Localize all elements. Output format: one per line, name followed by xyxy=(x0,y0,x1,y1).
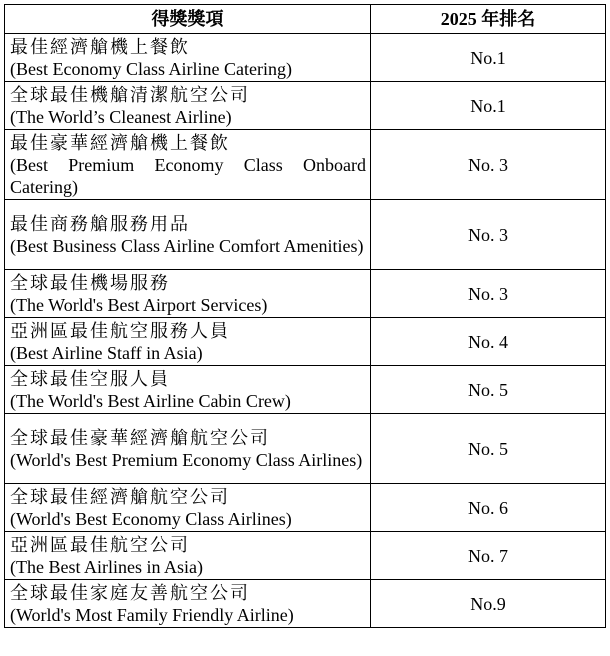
header-row xyxy=(5,5,606,34)
rank-cell: No. 7 xyxy=(371,532,606,580)
table-row xyxy=(5,366,606,414)
award-name-english: (World's Best Premium Economy Class Airlines) xyxy=(10,449,363,470)
award-name-english: (The World’s Cleanest Airline) xyxy=(10,106,232,127)
award-cell xyxy=(5,414,371,484)
rank-column-header: 2025 年排名 xyxy=(371,5,606,34)
table-row xyxy=(5,270,606,318)
award-cell xyxy=(5,200,371,270)
rank-cell: No. 3 xyxy=(371,200,606,270)
rank-cell: No.1 xyxy=(371,82,606,130)
table-row xyxy=(5,82,606,130)
award-cell xyxy=(5,130,371,200)
award-name-english: (Best Premium Economy Class Onboard Catering) xyxy=(10,154,366,197)
award-name-english: (The Best Airlines in Asia) xyxy=(10,556,203,577)
table-row xyxy=(5,532,606,580)
rank-cell: No. 3 xyxy=(371,270,606,318)
rank-cell: No. 4 xyxy=(371,318,606,366)
rank-cell: No.1 xyxy=(371,34,606,82)
rank-cell: No. 3 xyxy=(371,130,606,200)
award-name-chinese: 全球最佳豪華經濟艙航空公司 xyxy=(10,427,270,448)
awards-table-body xyxy=(5,34,606,628)
award-name-chinese: 亞洲區最佳航空公司 xyxy=(10,534,190,555)
award-name-english: (Best Business Class Airline Comfort Amenities) xyxy=(10,235,364,256)
table-row xyxy=(5,484,606,532)
table-row xyxy=(5,34,606,82)
award-name-english: (World's Best Economy Class Airlines) xyxy=(10,508,292,529)
awards-table xyxy=(4,4,606,628)
award-cell xyxy=(5,580,371,628)
rank-cell: No.9 xyxy=(371,580,606,628)
table-row xyxy=(5,130,606,200)
award-name-chinese: 全球最佳機場服務 xyxy=(10,272,170,293)
table-row xyxy=(5,414,606,484)
award-name-chinese: 全球最佳機艙清潔航空公司 xyxy=(10,84,250,105)
award-cell xyxy=(5,318,371,366)
table-row xyxy=(5,318,606,366)
award-cell xyxy=(5,270,371,318)
rank-cell: No. 5 xyxy=(371,414,606,484)
award-name-chinese: 最佳商務艙服務用品 xyxy=(10,213,190,234)
award-column-header: 得獎獎項 xyxy=(5,5,371,34)
award-name-chinese: 最佳豪華經濟艙機上餐飲 xyxy=(10,132,230,153)
award-name-english: (Best Economy Class Airline Catering) xyxy=(10,58,292,79)
award-cell xyxy=(5,34,371,82)
award-cell xyxy=(5,532,371,580)
award-cell xyxy=(5,366,371,414)
award-cell xyxy=(5,484,371,532)
award-name-chinese: 最佳經濟艙機上餐飲 xyxy=(10,36,190,57)
table-row xyxy=(5,580,606,628)
award-cell xyxy=(5,82,371,130)
rank-cell: No. 5 xyxy=(371,366,606,414)
rank-cell: No. 6 xyxy=(371,484,606,532)
award-name-english: (The World's Best Airport Services) xyxy=(10,294,268,315)
award-name-chinese: 全球最佳經濟艙航空公司 xyxy=(10,486,230,507)
table-row xyxy=(5,200,606,270)
award-name-chinese: 亞洲區最佳航空服務人員 xyxy=(10,320,230,341)
award-name-english: (The World's Best Airline Cabin Crew) xyxy=(10,390,291,411)
award-name-chinese: 全球最佳家庭友善航空公司 xyxy=(10,582,250,603)
award-name-chinese: 全球最佳空服人員 xyxy=(10,368,170,389)
award-name-english: (World's Most Family Friendly Airline) xyxy=(10,604,294,625)
award-name-english: (Best Airline Staff in Asia) xyxy=(10,342,203,363)
